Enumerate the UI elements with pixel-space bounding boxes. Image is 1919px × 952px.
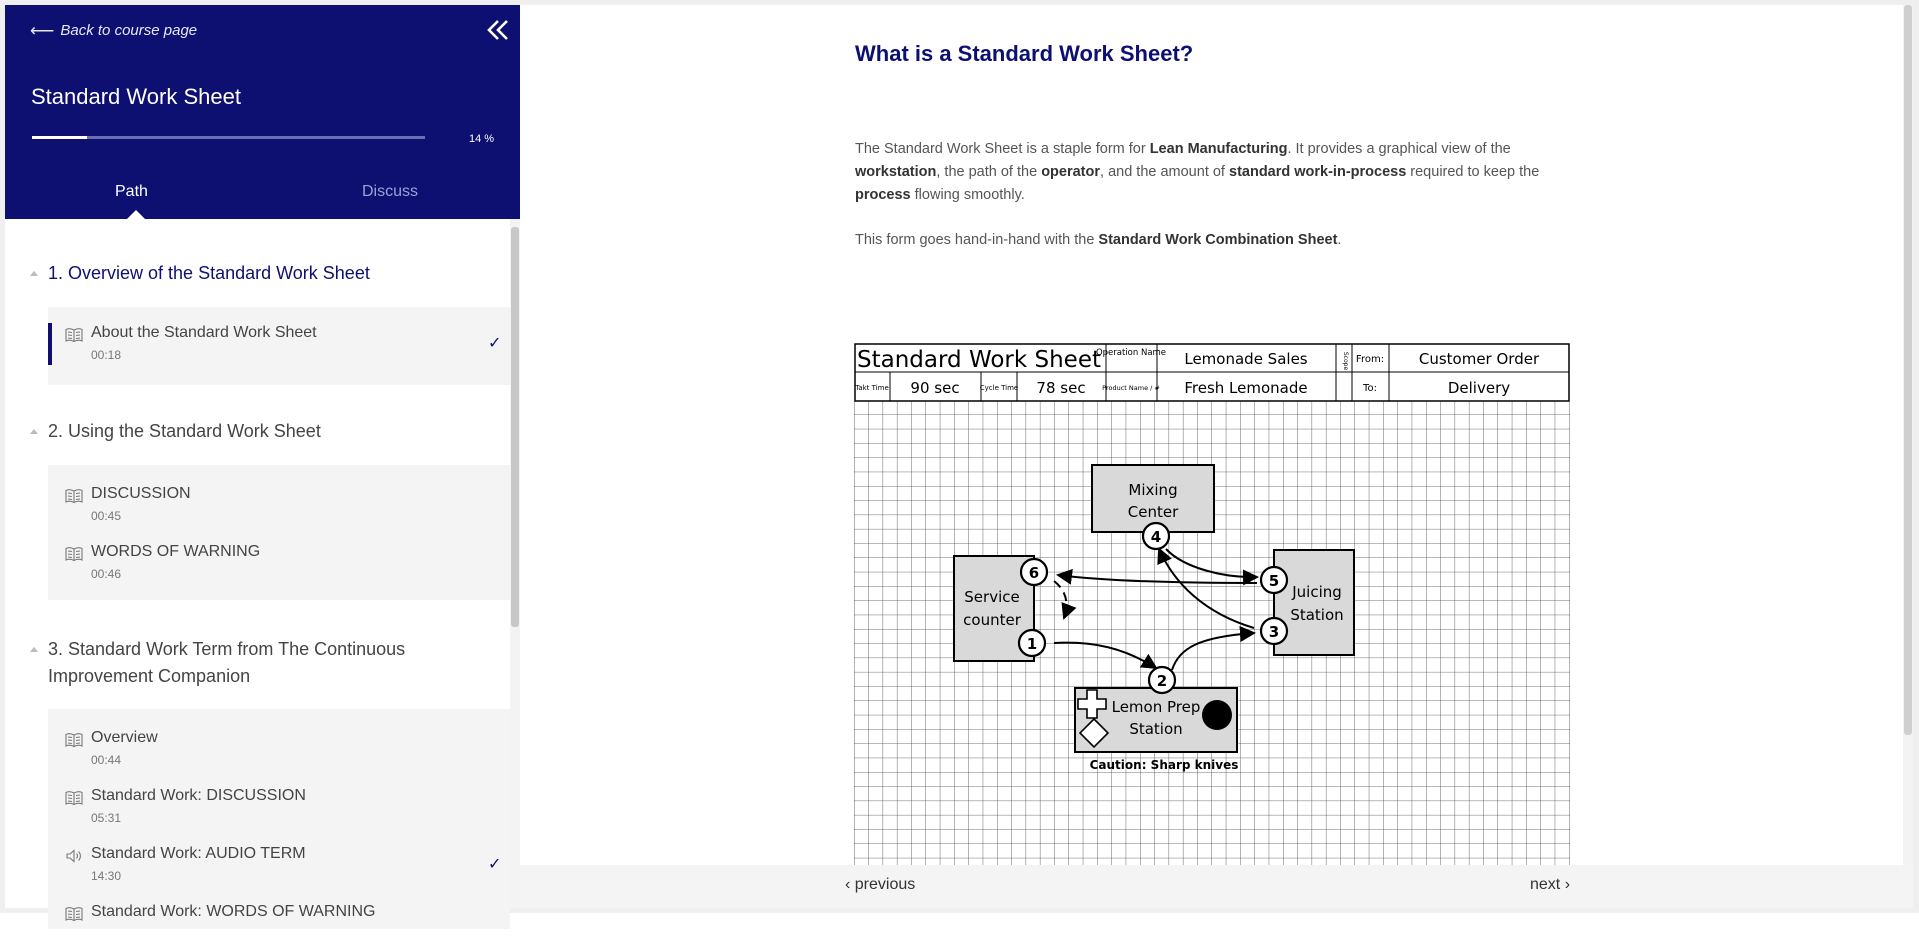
lemon-prep-label: Lemon Prep (1111, 698, 1201, 716)
speaker-icon (65, 848, 83, 864)
collapse-sidebar-icon[interactable] (483, 15, 513, 45)
scope-label: Scope (1342, 351, 1349, 371)
lesson-item[interactable] (48, 844, 510, 894)
progress-percent: 14 % (469, 133, 495, 145)
check-icon: ✓ (488, 335, 502, 352)
sidebar-scrollbar[interactable] (510, 219, 520, 908)
product-name-value: Fresh Lemonade (1184, 379, 1308, 397)
lesson-title: Standard Work: DISCUSSION (91, 787, 306, 804)
course-sidebar (5, 5, 520, 920)
takt-time-value: 90 sec (910, 379, 960, 397)
lesson-duration: 00:44 (91, 753, 122, 767)
lesson-duration: 00:18 (91, 348, 122, 362)
book-icon (65, 790, 83, 806)
from-value: Customer Order (1418, 350, 1540, 368)
service-counter-label: Service (964, 588, 1020, 606)
book-icon (65, 732, 83, 748)
product-name-label: Product Name / # (1102, 384, 1160, 392)
service-counter-label: counter (963, 611, 1021, 629)
caret-up-icon (30, 271, 38, 276)
section-title[interactable] (48, 636, 478, 690)
lesson-duration: 00:45 (91, 509, 122, 523)
arrow-left-icon: ⟵ (30, 21, 55, 40)
tab-path[interactable]: Path (115, 183, 148, 200)
takt-time-label: Takt Time (855, 384, 889, 392)
section-title-line: Improvement Companion (48, 666, 251, 686)
combination-sheet-paragraph: This form goes hand-in-hand with the Standard Work Combination Sheet. (855, 232, 1342, 248)
lesson-group (48, 307, 510, 385)
sheet-title: Standard Work Sheet (857, 347, 1101, 373)
progress-fill (32, 136, 87, 139)
step-number: 1 (1026, 635, 1038, 653)
lesson-item[interactable] (48, 902, 510, 952)
lemon-prep-label: Station (1129, 720, 1183, 738)
lesson-title: Overview (91, 729, 158, 746)
previous-button[interactable] (845, 876, 915, 894)
lesson-group (48, 465, 510, 600)
check-icon: ✓ (488, 856, 502, 873)
standard-work-sheet-image (854, 343, 1570, 883)
lesson-list (5, 219, 510, 920)
section-title[interactable]: 1. Overview of the Standard Work Sheet (48, 263, 370, 283)
content-scrollbar-thumb[interactable] (1904, 5, 1912, 735)
lesson-duration: 14:30 (91, 869, 122, 883)
section-title[interactable]: 2. Using the Standard Work Sheet (48, 421, 321, 441)
step-number: 2 (1156, 672, 1168, 690)
lesson-navigation-bar (520, 865, 1913, 908)
lesson-title: Standard Work: WORDS OF WARNING (91, 903, 376, 920)
caret-up-icon (30, 429, 38, 434)
juicing-station-label: Station (1290, 606, 1344, 624)
caution-note: Caution: Sharp knives (1089, 758, 1239, 772)
tab-discuss[interactable]: Discuss (362, 183, 419, 200)
to-label: To: (1363, 383, 1377, 394)
lesson-item[interactable] (48, 728, 510, 778)
chevron-left-icon: ‹ (845, 876, 851, 893)
cycle-time-value: 78 sec (1036, 379, 1086, 397)
lesson-item[interactable] (48, 323, 510, 373)
next-label: next (1530, 876, 1561, 893)
back-to-course-link[interactable] (30, 22, 197, 39)
mixing-center-label: Center (1127, 503, 1179, 521)
active-tab-pointer (127, 210, 145, 219)
lesson-item[interactable] (48, 542, 510, 592)
step-number: 5 (1268, 572, 1280, 590)
active-lesson-indicator (48, 323, 52, 365)
section-title-line: 3. Standard Work Term from The Continuous (48, 639, 406, 659)
juicing-station (1274, 550, 1354, 655)
back-link-label: Back to course page (60, 22, 198, 39)
step-number: 3 (1268, 623, 1280, 641)
operation-name-value: Lemonade Sales (1184, 350, 1308, 368)
juicing-station-label: Juicing (1292, 583, 1342, 601)
wip-circle-icon (1202, 700, 1232, 730)
sidebar-header (5, 5, 520, 219)
lesson-title: DISCUSSION (91, 485, 191, 502)
lesson-title: About the Standard Work Sheet (91, 324, 317, 341)
step-number: 4 (1150, 528, 1162, 546)
from-label: From: (1355, 354, 1385, 365)
lesson-group (48, 709, 510, 929)
operation-name-label: Operation Name (1095, 348, 1167, 358)
book-icon (65, 546, 83, 562)
lesson-item[interactable] (48, 786, 510, 836)
lesson-title: WORDS OF WARNING (91, 543, 261, 560)
lesson-title: Standard Work: AUDIO TERM (91, 845, 306, 862)
content-scrollbar[interactable] (1903, 5, 1913, 865)
to-value: Delivery (1447, 379, 1511, 397)
lesson-duration: 00:46 (91, 567, 122, 581)
book-icon (65, 906, 83, 922)
book-icon (65, 327, 83, 343)
mixing-center-label: Mixing (1128, 481, 1178, 499)
lesson-item[interactable] (48, 484, 510, 534)
next-button[interactable] (1530, 876, 1570, 894)
caret-up-icon (30, 647, 38, 652)
book-icon (65, 488, 83, 504)
chevron-right-icon: › (1564, 876, 1571, 893)
sidebar-scrollbar-thumb[interactable] (511, 227, 519, 627)
previous-label: previous (854, 876, 916, 893)
lesson-duration: 05:31 (91, 811, 122, 825)
progress-bar (32, 136, 425, 139)
lesson-content (520, 5, 1913, 908)
intro-paragraph: The Standard Work Sheet is a staple form for Lean Manufacturing. It provides a graphical view of the workstation, the path of the operator, and the amount of standard work-in-process required to keep the process flowing smoothly. (855, 141, 1540, 203)
page-title: What is a Standard Work Sheet? (855, 41, 1194, 66)
course-title: Standard Work Sheet (31, 84, 241, 109)
cycle-time-label: Cycle Time (979, 384, 1019, 392)
step-number: 6 (1028, 564, 1040, 582)
